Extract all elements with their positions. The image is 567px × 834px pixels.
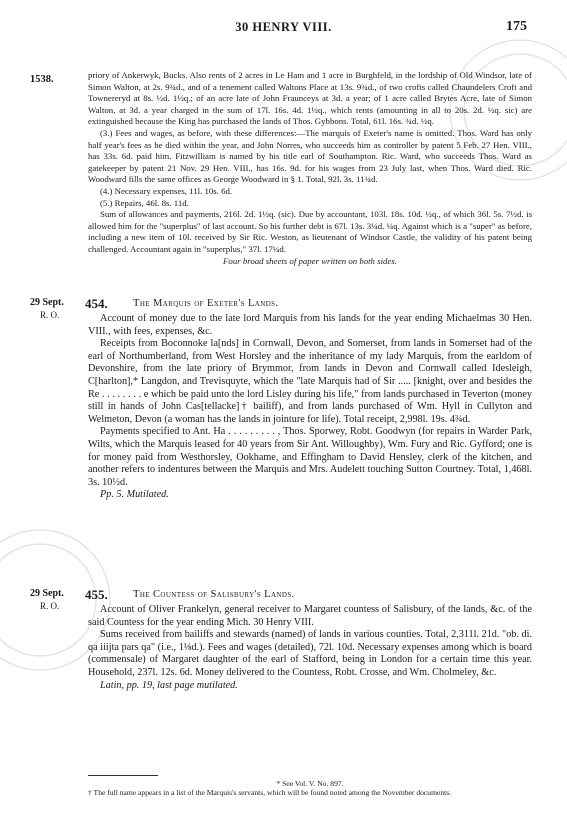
entry-number: 454. [85,296,108,311]
paragraph-payments: Payments specified to Ant. Ha . . . . . . . . . , Thos. Sporwey, Robt. Goodwyn (for repairs in Warder Park, Wilts, which the Marquis leased for 40 years from Sir Ant. Willoughby), Wm. Fury and Ric. Gyfford; one is for money paid from Westhorsley, Ookhame, and Effingham to David Hensley, clerk of the kitchen, and another refers to indentures between the Marquis and Mrs. Audelett touching Sutton Courtney. Total, 1,468l. 3s. 10½d. [88,426,532,488]
entry-date: 29 Sept. [30,297,64,308]
footnote: † The full name appears in a list of the Marquis's servants, which will be found noted among the November documents. [88,788,452,798]
paragraph-repairs: (5.) Repairs, 46l. 8s. 11d. [100,197,189,208]
page-number: 175 [506,19,527,34]
running-title: 30 HENRY VIII. [235,20,332,34]
entry-title: The Countess of Salisbury's Lands. [133,589,295,600]
entry-title: The Marquis of Exeter's Lands. [133,298,279,309]
footnote: * See Vol. V. No. 897. [276,779,344,788]
running-head [0,20,567,36]
entry-source: R. O. [40,601,60,611]
paragraph-description: Four broad sheets of paper written on both sides. [223,255,397,266]
paragraph: priory of Ankerwyk, Bucks. Also rents of 2 acres in Le Ham and 1 acre in Burghfeld, in the lordship of Old Windsor, late of Simon Walton, at 2s. 9¾d., and of a tenement called Waltons Place at 13s. 9¾d., of two crofts called Chaundelers Croft and Townereryd at 8s. ½d. 1½q.; of an acre late of John Fraunceys at 3d. a year; of 1 acre called Brytes Acre, late of Simon Walton, at 3d. a year charged in the sum of 17l. 16s. 4d. 1½q., which rents (amounting in all to 20s. 2d. ½q. sic) are extinguished because the King has purchased the lands of Thos. Gybbons. Total, 61l. 16s. ¾d. ½q. [88,70,532,127]
entry-note: Latin, pp. 19, last page mutilated. [100,679,238,691]
paragraph-expenses: (4.) Necessary expenses, 11l. 10s. 6d. [100,185,233,196]
entry-source: R. O. [40,310,60,320]
entry-454-body [88,313,532,502]
entry-number: 455. [85,587,108,602]
paragraph: Account of Oliver Frankelyn, general receiver to Margaret countess of Salisbury, of the lands, &c. of the said Countess for the year ending Mich. 30 Henry VIII. [88,604,532,628]
paragraph-fees: (3.) Fees and wages, as before, with these differences:—The marquis of Exeter's name is omitted. Thos. Ward has only half year's fees as he died within the year, and John Norres, who succeeds him as controller by patent 5 Feb. 27 Hen. VIII., has 33s. 6d. paid him. Fitzwilliam is named by his title earl of Southampton. Ric. Ward, who succeeds Thos. Ward as gatekeeper by patent 21 Nov. 29 Hen. VIII., has 16s. 9d. for his wages from 23 July last, when Thos. Ward died. Ric. Woodward fills the same offices as George Woodward in § 1. Total, 92l. 3s. 11¾d. [88,127,532,185]
footnote-rule [88,775,158,776]
entry-note: Pp. 5. Mutilated. [100,489,169,501]
paragraph-sum: Sum of allowances and payments, 216l. 2d. 1½q. (sic). Due by accountant, 103l. 18s. 10d. ½q., of which 36l. 5s. 7½d. is allowed him for the "superplus" of last account. So his further debt is 67l. 13s. 3¼d. ¼q. Against which is a "super" as before, including a new item of 10l. received by Sir Ric. Weston, as lieutenant of Windsor Castle, the validity of his patent being challenged. Accountant again in "superplus," 37l. 17¼d. [88,209,532,254]
paragraph-sums: Sums received from bailiffs and stewards (named) of lands in various counties. Total, 2,311l. 21d. "ob. di. qa iiijta pars qa" (i.e., 1⅛d.). Fees and wages (detailed), 72l. 10d. Necessary expenses among which is board (commensale) of Margaret daughter of the earl of Stafford, being in London for a certain time this year. Household, 237l. 12s. 6d. Money delivered to the Countess, Robt. Crosse, and Wm. Cholmeley, &c. [88,629,532,678]
paragraph: Account of money due to the late lord Marquis from his lands for the year ending Michaelmas 30 Hen. VIII., with fees, expenses, &c. [88,313,532,337]
entry-455-body [88,604,532,692]
paragraph-receipts: Receipts from Boconnoke la[nds] in Cornwall, Devon, and Somerset, from lands in Somerset had of the earl of Northumberland, from West Horsley and the inheritance of my lady Marquis, from the earldom of Devonshire, from the late priory of Brymmor, from lands in Devon and Cornwall called Idesleigh, C[harlton],* Langdon, and Trevisquyte, which the "late Marquis had of Sir ..... [knight, over and besides the Re . . . . . . . . e which be paid unto the lord Lisley during his life," from lands purchased in Teverton (money still in hands of John Cas[tellacke]† bailiff), and from lands purchased of Wm. Hyll in Cullyton and Welmeton, Devon (a woman has the lands in jointure for life). Total receipt, 2,998l. 19s. 4¾d. [88,338,532,425]
entry-date: 29 Sept. [30,588,64,599]
margin-year: 1538. [30,74,54,85]
footnotes [88,779,532,798]
continued-entry [88,70,532,267]
